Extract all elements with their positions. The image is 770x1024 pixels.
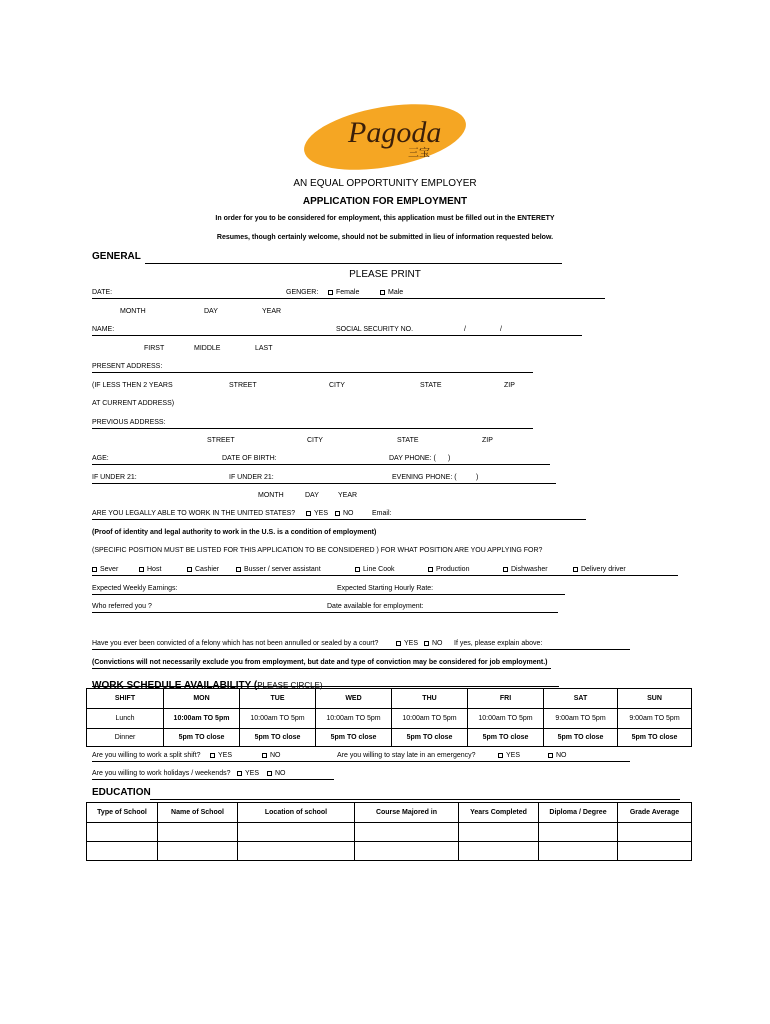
shift-cell[interactable]: 5pm TO close	[316, 729, 392, 747]
legally-yes-label: YES	[314, 510, 329, 517]
position-production[interactable]	[428, 566, 469, 573]
table-row	[87, 709, 692, 729]
holidays-no-checkbox[interactable]	[267, 770, 286, 777]
split-yes-checkbox[interactable]	[210, 752, 232, 759]
shift-cell[interactable]: 5pm TO close	[392, 729, 468, 747]
convictions-underline	[92, 668, 551, 669]
position-delivery[interactable]	[573, 566, 626, 573]
date-available-label: Date available for employment:	[327, 603, 424, 610]
middle-label: MIDDLE	[194, 345, 221, 352]
col-header-wed: WED	[316, 689, 392, 709]
emergency-question: Are you willing to stay late in an emergency?	[337, 752, 476, 759]
shift-cell[interactable]: 5pm TO close	[618, 729, 692, 747]
position-label: Dishwasher	[511, 566, 548, 573]
shift-cell[interactable]: 10:00am TO 5pm	[392, 709, 468, 729]
age-line[interactable]	[92, 464, 550, 465]
year-label: YEAR	[262, 308, 282, 315]
education-heading: EDUCATION	[92, 787, 151, 798]
specific-position-note: (SPECIFIC POSITION MUST BE LISTED FOR THIS APPLICATION TO BE CONSIDERED ) FOR WHAT POSITION ARE YOU APPLYING FOR?	[92, 547, 543, 554]
col-header-fri: FRI	[468, 689, 544, 709]
shift-cell[interactable]: 10:00am TO 5pm	[240, 709, 316, 729]
education-cell[interactable]	[539, 842, 618, 861]
evening-phone-close: )	[476, 474, 479, 481]
legally-question: ARE YOU LEGALLY ABLE TO WORK IN THE UNITED STATES?	[92, 510, 296, 517]
age-label: AGE:	[92, 455, 109, 462]
col-header-grade: Grade Average	[618, 803, 692, 823]
split-no-checkbox[interactable]	[262, 752, 281, 759]
split-shift-question: Are you willing to work a split shift?	[92, 752, 201, 759]
female-checkbox[interactable]	[328, 289, 359, 296]
shift-cell[interactable]: 5pm TO close	[164, 729, 240, 747]
date-label: DATE:	[92, 289, 113, 296]
felony-no-label: NO	[432, 640, 443, 647]
month-label: MONTH	[120, 308, 146, 315]
education-table	[86, 802, 692, 861]
general-heading: GENERAL	[92, 251, 141, 262]
education-header-row	[87, 803, 692, 823]
hourly-rate-label: Expected Starting Hourly Rate:	[337, 585, 434, 592]
if-under-label-2: IF UNDER 21:	[229, 474, 274, 481]
education-cell[interactable]	[459, 823, 539, 842]
felony-yes-label: YES	[404, 640, 419, 647]
education-cell[interactable]	[87, 823, 158, 842]
position-label: Busser / server assistant	[244, 566, 321, 573]
emergency-no-label: NO	[556, 752, 567, 759]
emergency-yes-label: YES	[506, 752, 521, 759]
convictions-note: (Convictions will not necessarily exclude you from employment, but date and type of conviction may be considered for job employment.)	[92, 659, 548, 666]
shift-name: Dinner	[87, 729, 164, 747]
equal-opportunity-heading: AN EQUAL OPPORTUNITY EMPLOYER	[293, 178, 477, 189]
education-underline	[150, 799, 680, 800]
proof-note: (Proof of identity and legal authority to work in the U.S. is a condition of employment)	[92, 529, 377, 536]
email-label: Email:	[372, 510, 392, 517]
table-row	[87, 842, 692, 861]
previous-address-label: PREVIOUS ADDRESS:	[92, 419, 166, 426]
if-under-line[interactable]	[92, 483, 556, 484]
prev-city-label: CITY	[307, 437, 323, 444]
emergency-no-checkbox[interactable]	[548, 752, 567, 759]
schedule-underline	[92, 686, 559, 687]
holidays-yes-checkbox[interactable]	[237, 770, 259, 777]
position-sever[interactable]	[92, 566, 118, 573]
col-header-diploma: Diploma / Degree	[539, 803, 618, 823]
weekly-earnings-label: Expected Weekly Earnings:	[92, 585, 178, 592]
evening-phone-label: EVENING PHONE: (	[392, 474, 457, 481]
male-checkbox[interactable]	[380, 289, 403, 296]
schedule-heading-bold: WORK SCHEDULE AVAILABILITY (	[92, 680, 258, 691]
table-row	[87, 729, 692, 747]
education-cell[interactable]	[618, 823, 692, 842]
city-label: CITY	[329, 382, 345, 389]
position-busser[interactable]	[236, 566, 321, 573]
col-header-course: Course Majored in	[355, 803, 459, 823]
shift-cell[interactable]: 5pm TO close	[240, 729, 316, 747]
last-label: LAST	[255, 345, 273, 352]
position-dishwasher[interactable]	[503, 566, 548, 573]
general-underline	[145, 263, 562, 264]
referred-line[interactable]	[92, 612, 558, 613]
prev-street-label: STREET	[207, 437, 235, 444]
shift-name: Lunch	[87, 709, 164, 729]
ssn-label: SOCIAL SECURITY NO.	[336, 326, 414, 333]
name-label: NAME:	[92, 326, 115, 333]
holidays-line	[92, 779, 334, 780]
education-cell[interactable]	[618, 842, 692, 861]
shift-cell[interactable]: 5pm TO close	[544, 729, 618, 747]
education-cell[interactable]	[158, 823, 238, 842]
day-phone-label: DAY PHONE: (	[389, 455, 436, 462]
education-cell[interactable]	[238, 823, 355, 842]
shift-cell[interactable]: 5pm TO close	[468, 729, 544, 747]
felony-if-yes-label: If yes, please explain above:	[454, 640, 543, 647]
shift-cell[interactable]: 9:00am TO 5pm	[618, 709, 692, 729]
position-label: Sever	[100, 566, 119, 573]
col-header-sun: SUN	[618, 689, 692, 709]
shift-cell[interactable]: 10:00am TO 5pm	[468, 709, 544, 729]
position-label: Delivery driver	[581, 566, 626, 573]
day-phone-close: )	[448, 455, 451, 462]
position-label: Production	[436, 566, 470, 573]
earnings-line[interactable]	[92, 594, 565, 595]
first-label: FIRST	[144, 345, 165, 352]
prev-zip-label: ZIP	[482, 437, 493, 444]
position-host[interactable]	[139, 566, 161, 573]
name-line[interactable]	[92, 335, 582, 336]
dob-month-label: MONTH	[258, 492, 284, 499]
dob-year-label: YEAR	[338, 492, 358, 499]
col-header-location: Location of school	[238, 803, 355, 823]
holidays-yes-label: YES	[245, 770, 260, 777]
referred-label: Who referred you ?	[92, 603, 152, 610]
if-less-label: (IF LESS THEN 2 YEARS	[92, 382, 173, 389]
col-header-name: Name of School	[158, 803, 238, 823]
day-label: DAY	[204, 308, 218, 315]
logo-subtext: 三宝	[408, 146, 430, 159]
present-address-line[interactable]	[92, 372, 533, 373]
education-cell[interactable]	[158, 842, 238, 861]
felony-line[interactable]	[92, 649, 630, 650]
split-no-label: NO	[270, 752, 281, 759]
gender-label: GENGER:	[286, 289, 319, 296]
street-label: STREET	[229, 382, 257, 389]
male-label: Male	[388, 289, 404, 296]
col-header-sat: SAT	[544, 689, 618, 709]
education-cell[interactable]	[539, 823, 618, 842]
col-header-mon: MON	[164, 689, 240, 709]
schedule-heading-rest: PLEASE CIRCLE)	[257, 681, 323, 690]
emergency-yes-checkbox[interactable]	[498, 752, 520, 759]
table-row	[87, 823, 692, 842]
col-header-shift: SHIFT	[87, 689, 164, 709]
ssn-slash-2: /	[500, 326, 502, 333]
please-print-label: PLEASE PRINT	[349, 269, 421, 280]
split-line	[92, 761, 630, 762]
date-line[interactable]	[92, 298, 605, 299]
at-current-label: AT CURRENT ADDRESS)	[92, 400, 175, 407]
shift-cell[interactable]: 10:00am TO 5pm	[164, 709, 240, 729]
holidays-no-label: NO	[275, 770, 286, 777]
state-label: STATE	[420, 382, 442, 389]
schedule-header-row	[87, 689, 692, 709]
zip-label: ZIP	[504, 382, 515, 389]
felony-no-checkbox[interactable]	[424, 640, 443, 647]
application-title: APPLICATION FOR EMPLOYMENT	[302, 196, 468, 207]
previous-address-line[interactable]	[92, 428, 533, 429]
dob-label: DATE OF BIRTH:	[222, 455, 277, 462]
if-under-label: IF UNDER 21:	[92, 474, 137, 481]
position-label: Cashier	[195, 566, 220, 573]
felony-yes-checkbox[interactable]	[396, 640, 418, 647]
education-cell[interactable]	[355, 823, 459, 842]
company-logo	[300, 100, 470, 170]
schedule-table	[86, 688, 692, 747]
felony-question: Have you ever been convicted of a felony which has not been annulled or sealed by a court?	[92, 640, 379, 647]
col-header-thu: THU	[392, 689, 468, 709]
legally-no-checkbox[interactable]	[335, 510, 354, 517]
split-yes-label: YES	[218, 752, 233, 759]
education-cell[interactable]	[87, 842, 158, 861]
positions-line	[92, 575, 678, 576]
legally-yes-checkbox[interactable]	[306, 510, 328, 517]
col-header-type: Type of School	[87, 803, 158, 823]
col-header-tue: TUE	[240, 689, 316, 709]
email-line[interactable]	[92, 519, 586, 520]
shift-cell[interactable]: 9:00am TO 5pm	[544, 709, 618, 729]
dob-day-label: DAY	[305, 492, 319, 499]
position-label: Line Cook	[363, 566, 395, 573]
instruction-resumes: Resumes, though certainly welcome, should not be submitted in lieu of information requested below.	[216, 234, 554, 241]
education-cell[interactable]	[238, 842, 355, 861]
legally-no-label: NO	[343, 510, 354, 517]
instruction-entirety: In order for you to be considered for employment, this application must be filled out in the ENTERETY	[215, 215, 555, 222]
education-cell[interactable]	[459, 842, 539, 861]
ssn-slash-1: /	[464, 326, 466, 333]
female-label: Female	[336, 289, 360, 296]
holidays-question: Are you willing to work holidays / weekends?	[92, 770, 231, 777]
position-label: Host	[147, 566, 162, 573]
logo-text: Pagoda	[348, 116, 442, 149]
position-line-cook[interactable]	[355, 566, 395, 573]
col-header-years: Years Completed	[459, 803, 539, 823]
position-cashier[interactable]	[187, 566, 219, 573]
education-cell[interactable]	[355, 842, 459, 861]
shift-cell[interactable]: 10:00am TO 5pm	[316, 709, 392, 729]
present-address-label: PRESENT ADDRESS:	[92, 363, 163, 370]
prev-state-label: STATE	[397, 437, 419, 444]
